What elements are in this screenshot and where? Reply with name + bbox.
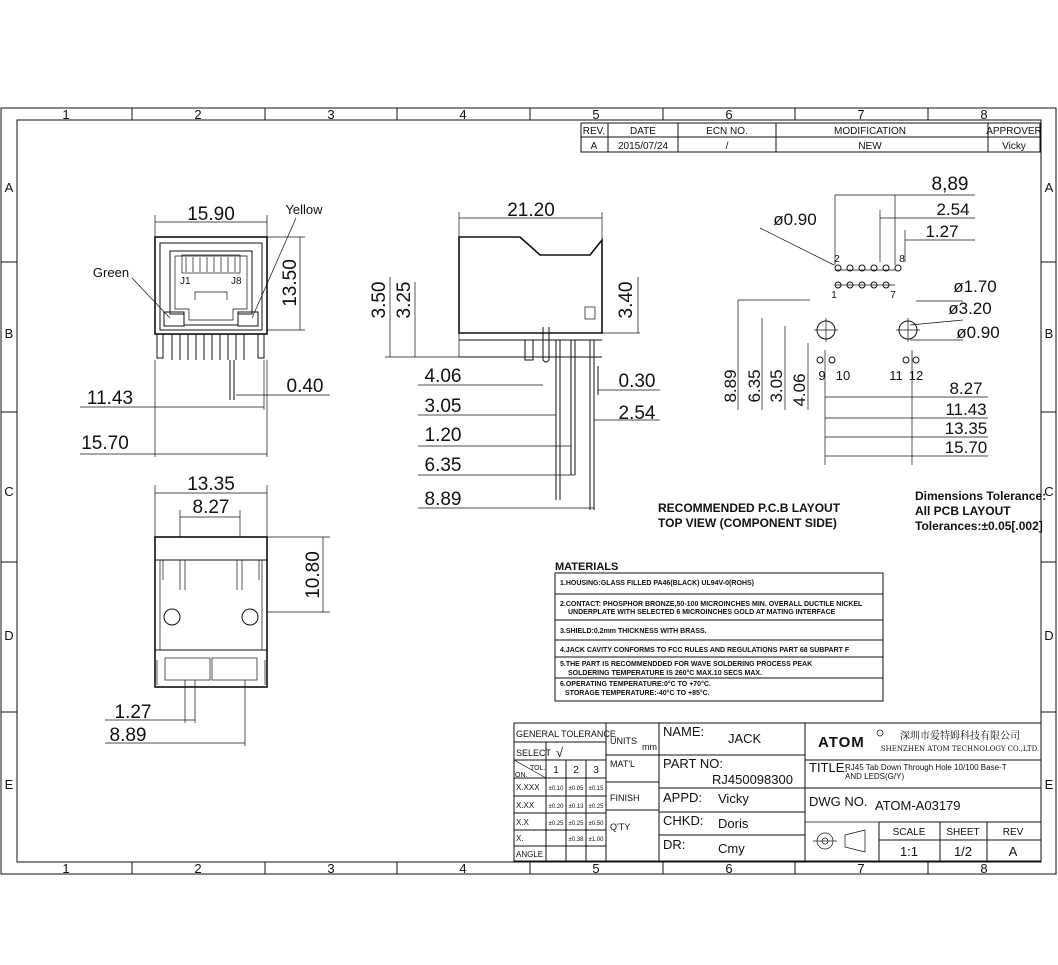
title-block [514,723,1041,861]
tol-cell: ±0.25 [568,821,584,827]
rev-header: MODIFICATION [833,126,907,137]
material-line: SOLDERING TEMPERATURE IS 260°C MAX.10 SECS MAX. [568,670,763,677]
registered-icon [877,730,883,736]
tol-cell: ±0.25 [548,821,564,827]
tol-row-label: ANGLE [516,850,544,859]
tol-col: 3 [593,765,599,776]
dim-width: 15.90 [187,204,235,225]
col-label: 2 [194,861,202,876]
row-label: B [4,326,14,341]
dwg-value: ATOM-A03179 [875,798,961,813]
dim-1-27-top: 1.27 [925,222,959,241]
units-label: UNITS [610,736,637,746]
tol-cell: ±0.10 [548,786,564,792]
row-labels-right [1044,180,1053,792]
row-label: A [4,180,14,195]
select-label: SELECT [516,748,552,758]
rev-cell: Vicky [1002,141,1026,152]
materials-block [555,561,883,701]
dim-hole-0-90b: ø0.90 [956,323,1000,342]
tol-cell: ±0.38 [568,837,584,843]
revision-table [581,123,1042,152]
pin-j8-label: J8 [231,276,242,287]
row-labels-left [4,180,13,792]
label-yellow: Yellow [285,202,323,217]
material-line: 6.OPERATING TEMPERATURE:0°C TO +70°C. [560,681,711,688]
label-green: Green [92,265,130,280]
col-label: 7 [857,107,865,122]
rev-cell: NEW [858,141,882,152]
col-label: 8 [980,107,988,122]
row-label: E [4,777,14,792]
dim-hole-0-90: ø0.90 [773,210,817,229]
qty-label: Q'TY [610,822,631,832]
material-line: STORAGE TEMPERATURE:-40°C TO +85°C. [565,690,710,697]
row-label: C [4,484,14,499]
dim-4-06: 4.06 [424,366,462,387]
tol-cell: ±0.50 [588,821,604,827]
dim-8-89-bottom: 8.89 [109,725,147,746]
rev-header: ECN NO. [706,126,748,137]
tol-row-label: X.XXX [516,783,540,792]
matl-label: MAT'L [610,759,636,769]
tol-cell: ±0.05 [568,786,584,792]
title-line: RJ45 Tab Down Through Hole 10/100 Base-T [845,763,1007,772]
dim-11-43: 11.43 [86,388,134,409]
company-logo: ATOM [818,734,865,751]
row-label: A [1044,180,1054,195]
general-tolerance-label: GENERAL TOLERANCE [516,729,616,739]
rev-cell: 2015/07/24 [617,141,669,152]
col-label: 4 [459,861,467,876]
dim-3-05: 3.05 [424,396,462,417]
pin-number: 9 [818,368,826,383]
row-label: C [1044,484,1054,499]
tol-row-label: X. [516,834,524,843]
rev-header: DATE [630,126,656,137]
dim-v-8-89: 8.89 [721,369,740,403]
col-label: 3 [327,861,335,876]
dim-hole-1-70: ø1.70 [953,277,997,296]
company-name-cn: 深圳市爱特姆科技有限公司 [900,731,1020,742]
rev-value: A [1008,844,1018,859]
dim-15-70: 15.70 [81,433,129,454]
name-label: NAME: [663,724,705,739]
col-label: 5 [592,861,600,876]
col-label: 1 [62,861,70,876]
row-label: D [1044,628,1054,643]
col-label: 2 [194,107,202,122]
tol-row-label: X.X [516,818,529,827]
pin-number: 1 [831,290,837,301]
side-view [369,200,660,510]
chkd-label: CHKD: [663,813,704,828]
rev-cell: / [725,141,729,152]
rev-cell: A [590,141,598,152]
dim-v-6-35: 6.35 [745,369,764,403]
rev-header: APPROVER [986,126,1042,137]
dim-3-40: 3.40 [616,281,637,319]
tol-cell: ±0.20 [548,804,564,810]
col-label: 1 [62,107,70,122]
dim-2-54: 2.54 [618,403,656,424]
on-label: ON. [515,772,528,779]
company-name-en: SHENZHEN ATOM TECHNOLOGY CO.,LTD. [880,745,1040,753]
material-line: 1.HOUSING:GLASS FILLED PA46(BLACK) UL94V-0(ROHS) [560,580,754,587]
dim-hole-3-20: ø3.20 [948,299,992,318]
part-label: PART NO: [663,756,723,771]
scale-value: 1:1 [899,844,919,859]
row-label: E [1044,777,1054,792]
dim-h-8-27: 8.27 [949,379,983,398]
tol-row-label: X.XX [516,801,535,810]
row-label: B [1044,326,1054,341]
tolerance-line: Dimensions Tolerance: [915,489,1047,503]
tol-col: 1 [553,765,559,776]
rev-header: REV. [582,126,606,137]
pcb-caption: TOP VIEW (COMPONENT SIDE) [658,516,837,530]
col-label: 6 [725,107,733,122]
col-label: 3 [327,107,335,122]
dim-v-4-06: 4.06 [790,373,809,407]
tolerance-note [915,489,1046,533]
pcb-caption: RECOMMENDED P.C.B LAYOUT [658,501,841,515]
dim-10-80: 10.80 [303,551,324,599]
check-mark: √ [556,745,564,760]
pin-number: 10 [835,368,851,383]
dim-8-89-top: 8,89 [931,174,969,195]
dim-8-27: 8.27 [192,497,230,518]
finish-label: FINISH [610,793,640,803]
dim-1-20: 1.20 [424,425,462,446]
rev-label: REV [1002,827,1024,838]
tol-cell: ±0.25 [588,804,604,810]
material-line: UNDERPLATE WITH SELECTED 6 MICROINCHES GOLD AT MATING INTERFACE [568,609,836,616]
col-label: 7 [857,861,865,876]
material-line: 5.THE PART IS RECOMMENDDED FOR WAVE SOLDERING PROCESS PEAK [560,661,813,668]
dim-6-35: 6.35 [424,455,462,476]
title-label: TITLE: [809,760,849,775]
tolerance-line: Tolerances:±0.05[.002] [915,519,1043,533]
pin-number: 8 [899,254,905,265]
dim-v-3-05: 3.05 [767,369,786,403]
dim-h-13-35: 13.35 [944,419,988,438]
dr-value: Cmy [718,841,745,856]
dim-0-30: 0.30 [618,371,656,392]
pin-j1-label: J1 [180,276,191,287]
tol-cell: ±0.15 [588,786,604,792]
material-line: 3.SHIELD:0.2mm THICKNESS WITH BRASS. [560,628,707,635]
front-view [80,202,330,457]
col-label: 8 [980,861,988,876]
dim-8-89: 8.89 [424,489,462,510]
tol-col: 2 [573,765,579,776]
units-mm: mm [642,742,657,752]
dim-height: 13.50 [280,259,301,307]
material-line: 2.CONTACT: PHOSPHOR BRONZE,50-100 MICROINCHES MIN. OVERALL DUCTILE NICKEL [560,601,863,608]
part-value: RJ450098300 [712,772,793,787]
projection-symbol-icon [813,830,865,852]
pin-number: 11 [889,368,903,383]
row-label: D [4,628,14,643]
bottom-view [105,474,330,746]
appd-value: Vicky [718,791,749,806]
dim-1-27: 1.27 [114,702,152,723]
col-label: 4 [459,107,467,122]
material-line: 4.JACK CAVITY CONFORMS TO FCC RULES AND REGULATIONS PART 68 SUBPART F [560,647,850,654]
dim-3-50: 3.50 [369,281,390,319]
appd-label: APPD: [663,790,703,805]
name-value: JACK [728,731,762,746]
tol-cell: ±0.13 [568,804,584,810]
dr-label: DR: [663,837,686,852]
dim-13-35: 13.35 [187,474,235,495]
tolerance-line: All PCB LAYOUT [915,504,1011,518]
pin-number: 12 [908,368,924,383]
col-label: 5 [592,107,600,122]
dim-21-20: 21.20 [507,200,555,221]
chkd-value: Doris [718,816,749,831]
pin-number: 2 [834,254,840,265]
dim-h-11-43: 11.43 [945,400,987,419]
dim-3-25: 3.25 [394,281,415,319]
dim-h-15-70: 15.70 [944,438,988,457]
pin-number: 7 [890,290,896,301]
tol-label: TOL. [530,765,546,772]
dwg-label: DWG NO. [809,794,868,809]
pcb-layout [658,174,1000,530]
tol-cell: ±1.00 [588,837,604,843]
title-line: AND LEDS(G/Y) [845,772,905,781]
dim-2-54-top: 2.54 [936,200,970,219]
scale-label: SCALE [892,827,926,838]
sheet-value: 1/2 [953,844,973,859]
sheet-frame [1,108,1056,874]
materials-title: MATERIALS [555,561,619,573]
dim-0-40: 0.40 [286,376,324,397]
sheet-label: SHEET [946,827,980,838]
col-label: 6 [725,861,733,876]
